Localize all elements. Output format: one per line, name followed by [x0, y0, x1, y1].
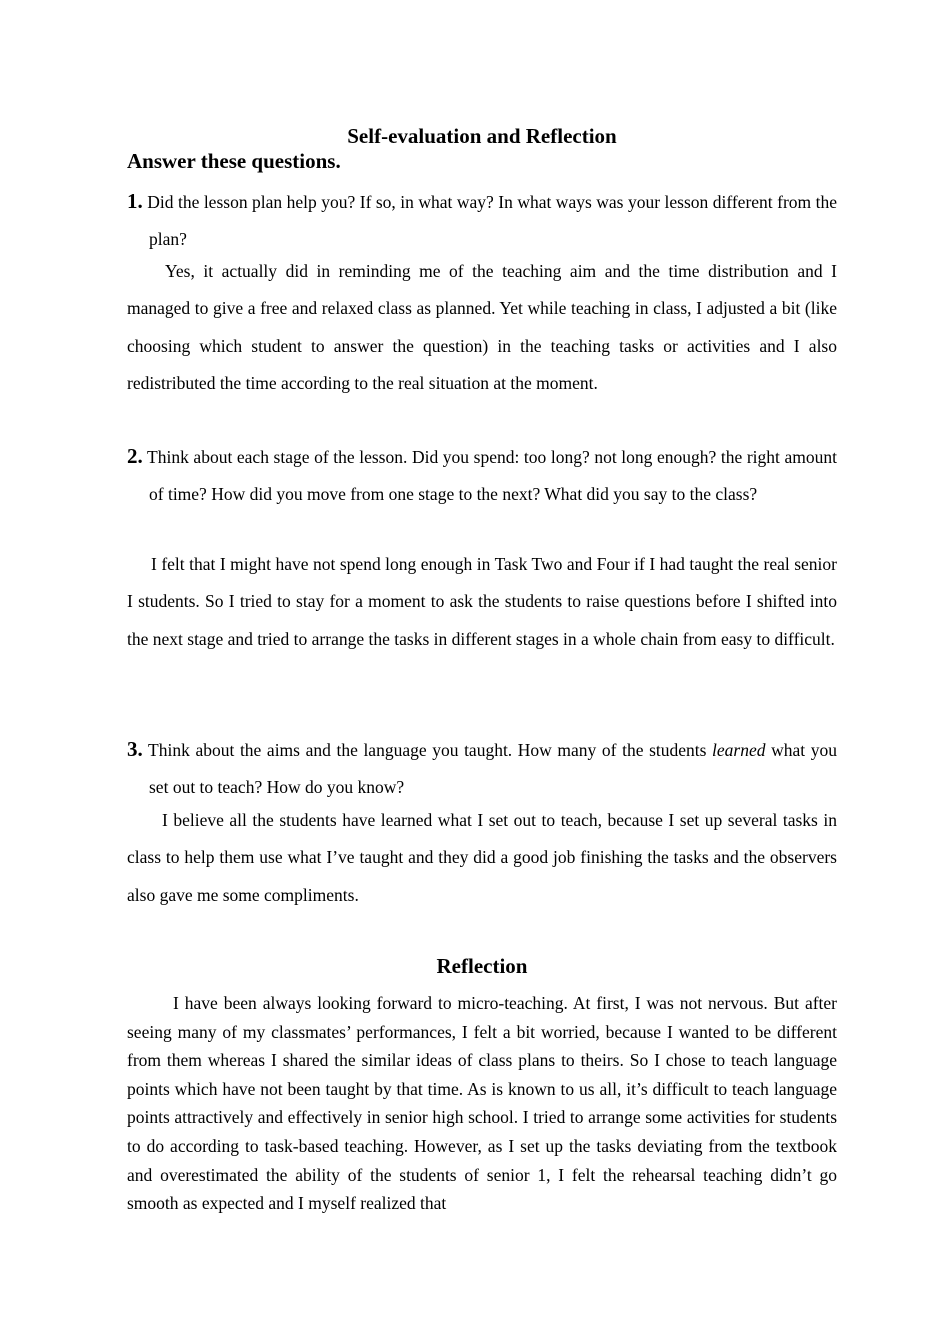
instructions-heading: Answer these questions.: [127, 149, 341, 173]
question-number: 2.: [127, 444, 143, 468]
question-2: [127, 438, 837, 513]
question-number: 1.: [127, 189, 143, 213]
reflection-paragraph: I have been always looking forward to micro-teaching. At first, I was not nervous. But after seeing many of my classmates’ performances, I felt a bit worried, because I wanted to be different from them whereas I shared the similar ideas of class plans to theirs. So I chose to teach language points which have not been taught by that time. As is known to us all, it’s difficult to teach language points attractively and effectively in senior high school. I tried to arrange some activities for students to do according to task-based teaching. However, as I set up the tasks deviating from the textbook and overestimated the ability of the students of senior 1, I felt the rehearsal teaching didn’t go smooth as expected and I myself realized that: [127, 993, 837, 1214]
question-3: [127, 731, 837, 806]
question-1: [127, 183, 837, 258]
document-title: Self-evaluation and Reflection: [347, 124, 617, 148]
question-text: Did the lesson plan help you? If so, in what way? In what ways was your lesson different from the plan?: [147, 192, 837, 249]
answer-3: I believe all the students have learned what I set out to teach, because I set up several tasks in class to help them use what I’ve taught and they did a good job finishing the tasks and the observers also gave me some compliments.: [127, 810, 837, 905]
question-text: Think about each stage of the lesson. Did you spend: too long? not long enough? the right amount of time? How did you move from one stage to the next? What did you say to the class?: [147, 447, 837, 504]
reflection-heading: Reflection: [436, 954, 528, 978]
answer-2: I felt that I might have not spend long enough in Task Two and Four if I had taught the real senior I students. So I tried to stay for a moment to ask the students to raise questions before I shifted into the next stage and tried to arrange the tasks in different stages in a whole chain from easy to difficult.: [127, 554, 837, 649]
question-text-start: Think about the aims and the language you taught. How many of the students: [148, 740, 707, 760]
question-text-emphasis: learned: [712, 740, 766, 760]
answer-1: Yes, it actually did in reminding me of the teaching aim and the time distribution and I managed to give a free and relaxed class as planned. Yet while teaching in class, I adjusted a bit (like choosing which student to answer the question) in the teaching tasks or activities and I also redistributed the time according to the real situation at the moment.: [127, 261, 837, 393]
question-number: 3.: [127, 737, 143, 761]
question-text-end: what you set out to teach? How do you know?: [149, 740, 837, 797]
